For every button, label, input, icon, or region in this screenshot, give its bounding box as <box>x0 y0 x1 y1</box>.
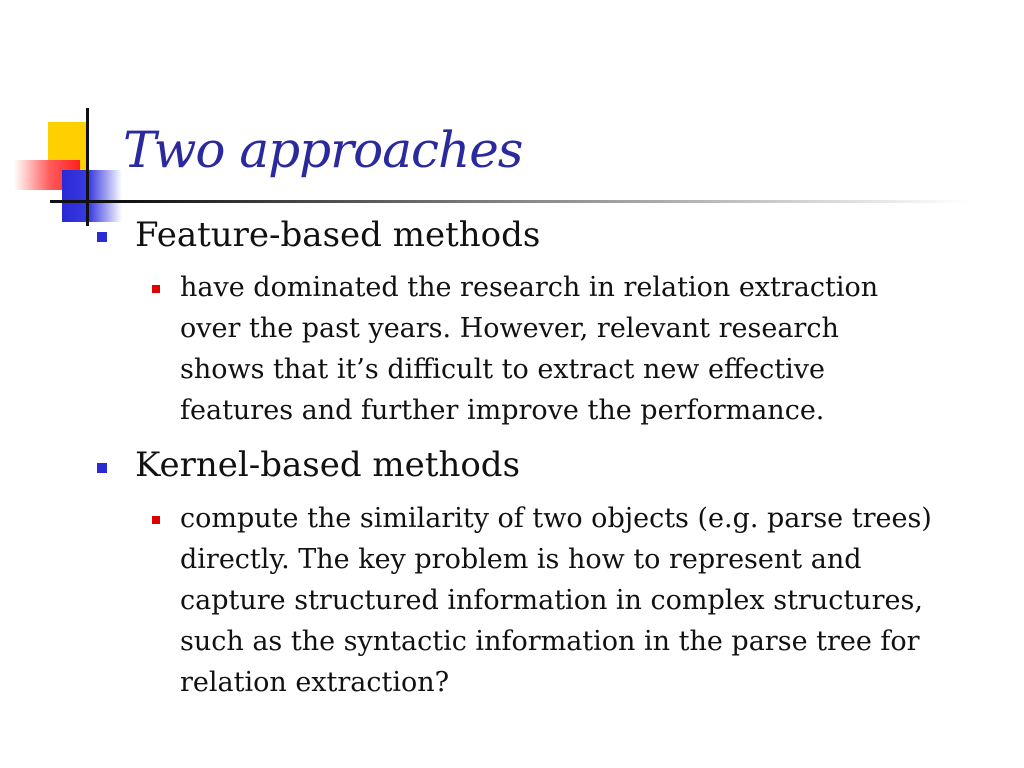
decor-blue-square <box>62 170 122 222</box>
text-line: capture structured information in complex structures, <box>180 585 923 616</box>
title-underline-rule <box>50 200 970 203</box>
text-line: have dominated the research in relation extraction <box>180 272 879 303</box>
slide-title: Two approaches <box>123 121 523 179</box>
bullet-heading-feature-based: Feature-based methods <box>135 215 541 255</box>
bullet-text-feature-based <box>180 267 1000 431</box>
level1-bullet-marker <box>97 232 107 242</box>
level1-bullet-marker <box>97 463 107 473</box>
text-line: shows that it’s difficult to extract new effective <box>180 354 825 385</box>
text-line: such as the syntactic information in the parse tree for <box>180 626 920 657</box>
bullet-text-kernel-based <box>180 498 1000 703</box>
text-line: features and further improve the performance. <box>180 395 825 426</box>
text-line: relation extraction? <box>180 667 450 698</box>
level2-bullet-marker <box>152 516 160 524</box>
bullet-heading-kernel-based: Kernel-based methods <box>135 445 521 485</box>
text-line: compute the similarity of two objects (e.g. parse trees) <box>180 503 932 534</box>
text-line: directly. The key problem is how to represent and <box>180 544 862 575</box>
text-line: over the past years. However, relevant research <box>180 313 839 344</box>
level2-bullet-marker <box>152 285 160 293</box>
decor-vertical-line <box>86 108 89 226</box>
